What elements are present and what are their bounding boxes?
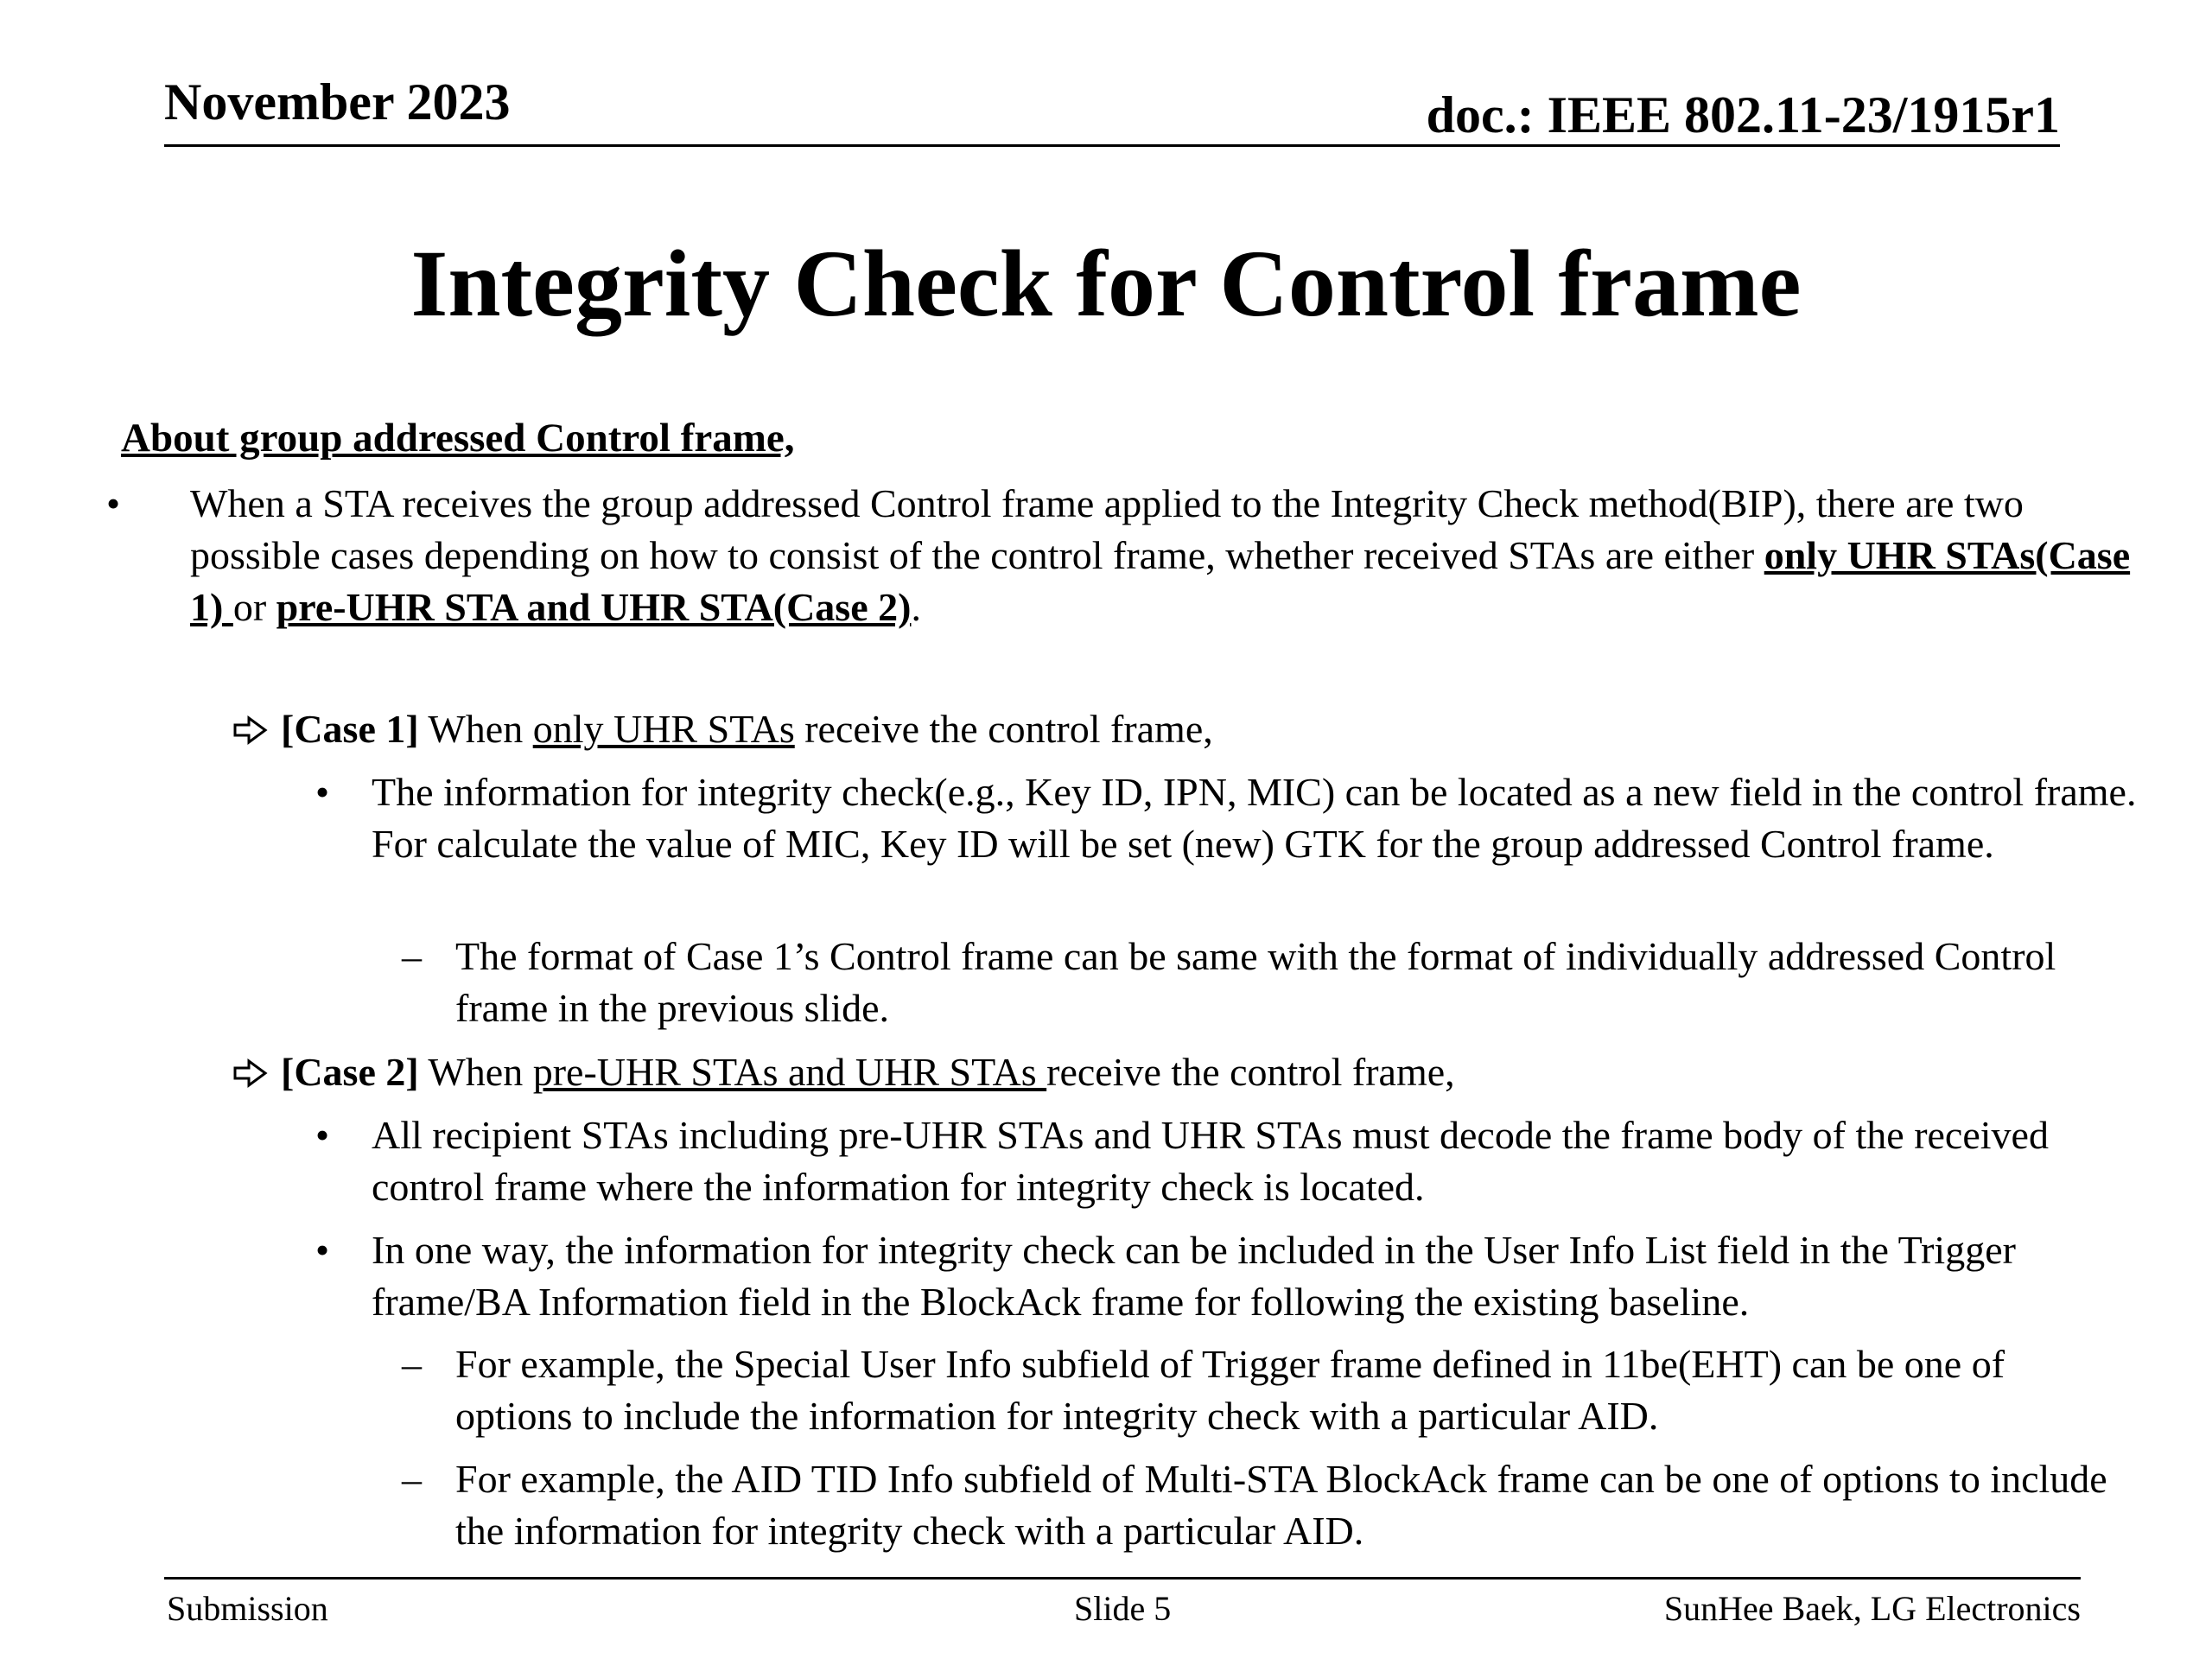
arrow-right-icon (233, 715, 268, 745)
case2-bullet-1: All recipient STAs including pre-UHR STAs and UHR STAs must decode the frame body of the received control frame where the information for integrity check is located. (372, 1113, 2049, 1209)
bullet-intro: When a STA receives the group addressed Control frame applied to the Integrity Check method(BIP), there are two possible cases depending on how to consist of the control frame, whether received STAs are either only UHR STAs(Case 1) or pre-UHR STA and UHR STA(Case 2). (190, 481, 2131, 629)
case2-heading: [Case 2] When pre-UHR STAs and UHR STAs receive the control frame, (281, 1050, 1455, 1094)
header-date: November 2023 (164, 73, 511, 130)
bullet-marker: • (106, 481, 121, 525)
bullet-marker: • (315, 1228, 330, 1272)
bullet-marker: • (315, 770, 330, 814)
case2-dash-1: For example, the Special User Info subfield of Trigger frame defined in 11be(EHT) can be one of options to include the information for integrity check with a particular AID. (455, 1342, 2005, 1438)
footer-submission: Submission (167, 1589, 328, 1628)
dash-marker: – (402, 1457, 422, 1501)
footer-slide-number: Slide 5 (1074, 1589, 1172, 1628)
slide-title: Integrity Check for Control frame (410, 231, 1802, 336)
dash-marker: – (402, 1342, 422, 1386)
dash-marker: – (402, 934, 422, 978)
bullet-marker: • (315, 1113, 330, 1157)
header-doc-id: doc.: IEEE 802.11-23/1915r1 (1426, 86, 2060, 143)
case1-dash: The format of Case 1’s Control frame can be same with the format of individually addressed Control frame in the previous slide. (455, 934, 2056, 1030)
header-divider (164, 144, 2060, 147)
footer-author: SunHee Baek, LG Electronics (1663, 1589, 2081, 1628)
case1-heading: [Case 1] When only UHR STAs receive the control frame, (281, 707, 1213, 751)
section-heading: About group addressed Control frame, (121, 416, 795, 461)
case2-bullet-2: In one way, the information for integrity check can be included in the User Info List field in the Trigger frame/BA Information field in the BlockAck frame for following the existing baseline. (372, 1228, 2016, 1324)
case2-dash-2: For example, the AID TID Info subfield of Multi-STA BlockAck frame can be one of options to include the information for integrity check with a particular AID. (455, 1457, 2107, 1553)
case1-bullet: The information for integrity check(e.g., Key ID, IPN, MIC) can be located as a new field in the control frame. For calculate the value of MIC, Key ID will be set (new) GTK for the group addressed Control frame. (372, 770, 2137, 866)
footer-divider (164, 1577, 2081, 1580)
arrow-right-icon (233, 1058, 268, 1088)
